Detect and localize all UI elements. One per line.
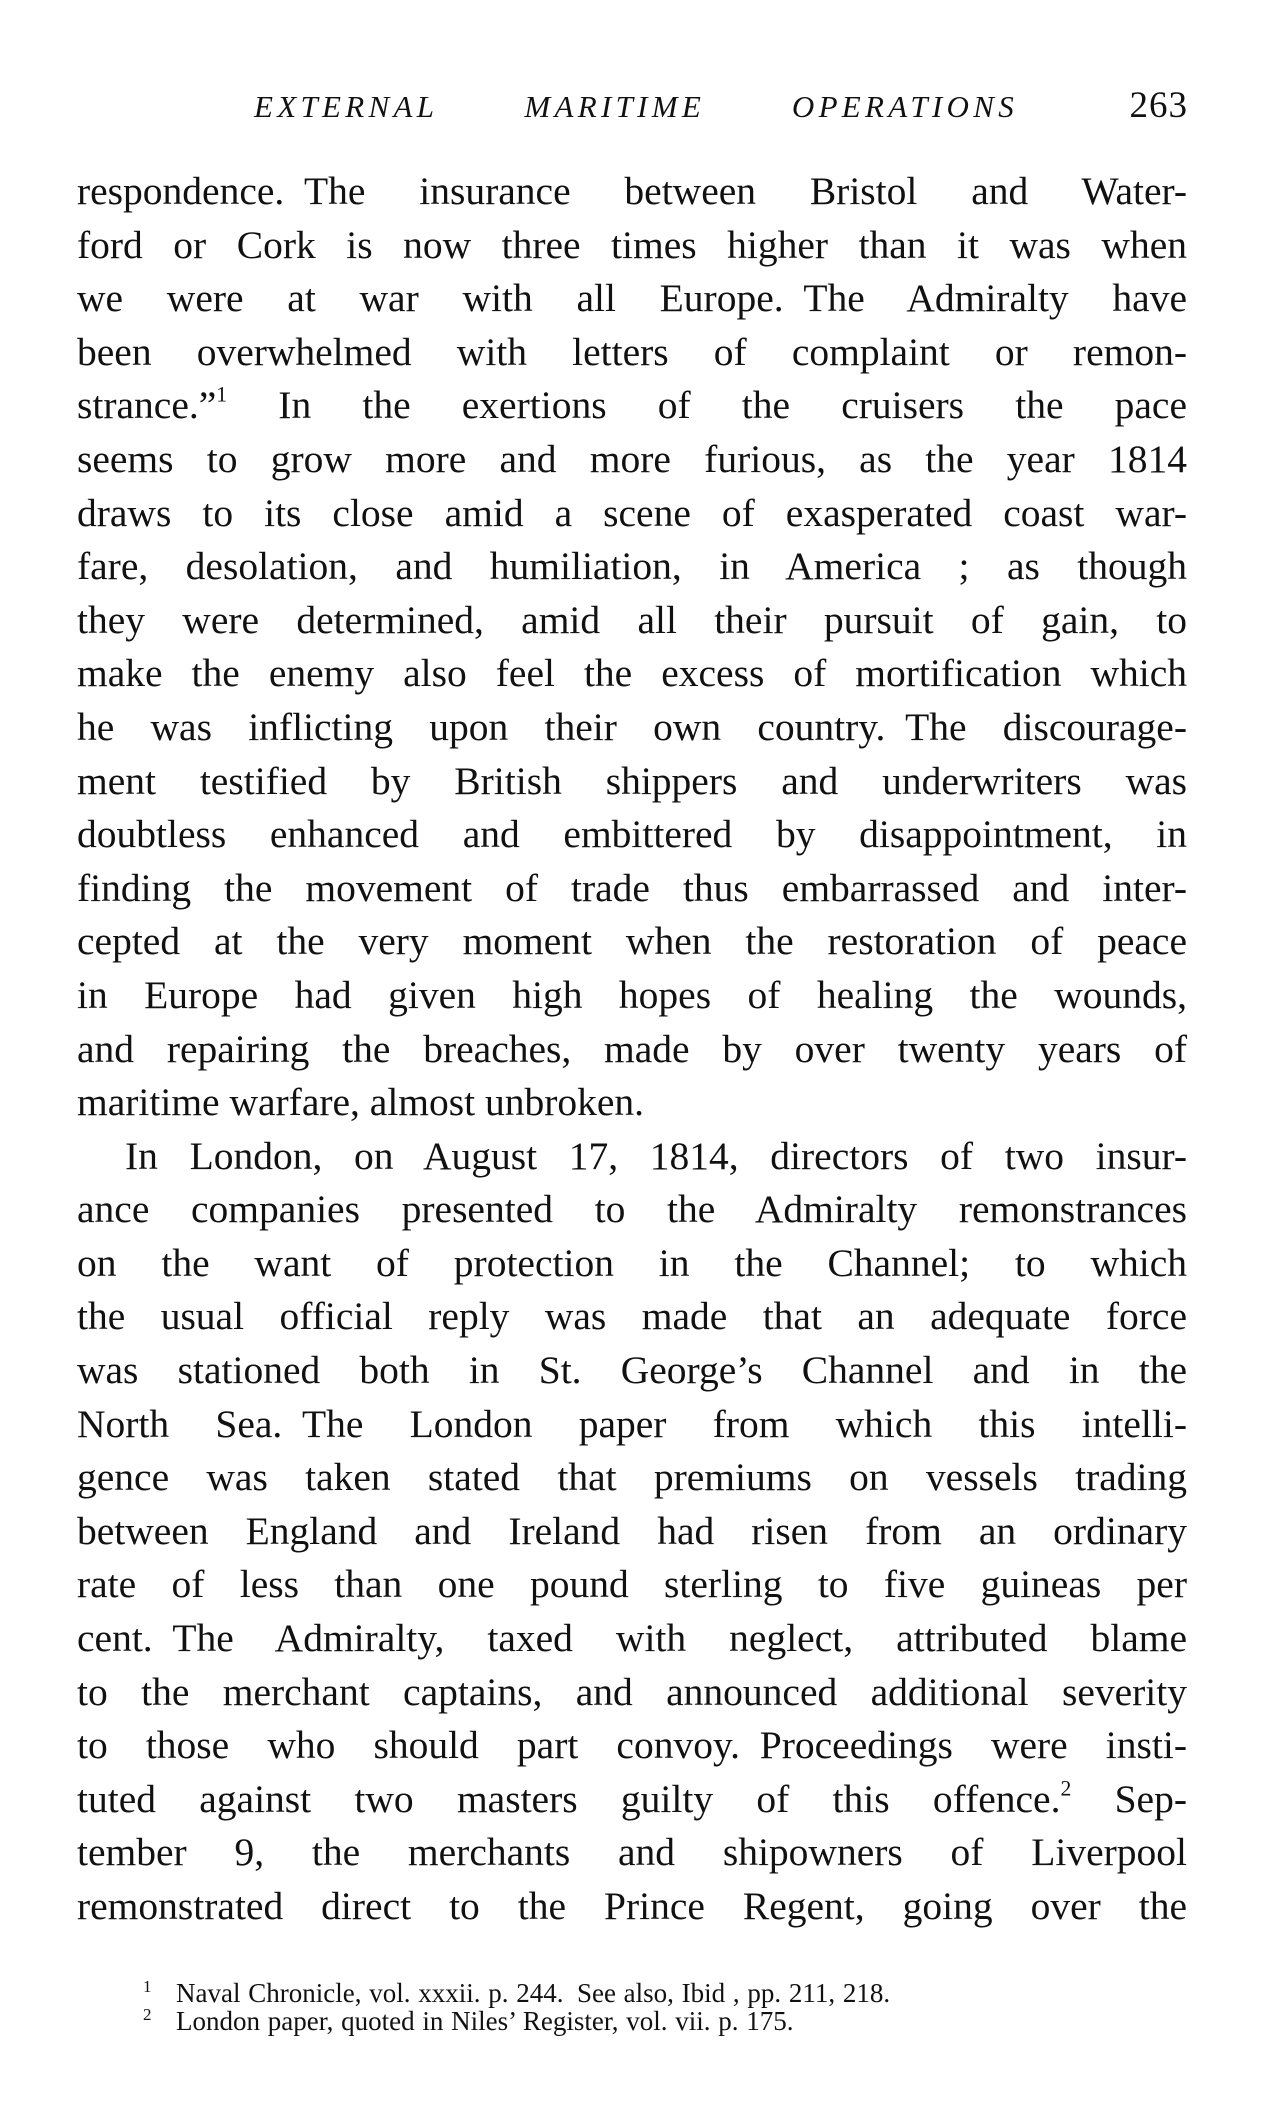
line-text: North Sea. The London paper from which this intelli- xyxy=(77,1401,1187,1446)
text-line xyxy=(77,1826,1187,1880)
line-text: we were at war with all Europe. The Admiralty have xyxy=(77,276,1187,321)
text-line xyxy=(77,1451,1187,1505)
line-text: in Europe had given high hopes of healing the wounds, xyxy=(77,972,1187,1017)
text-line xyxy=(77,540,1187,594)
footnote-1: 1 Naval Chronicle, vol. xxxii. p. 244. See also, Ibid , pp. 211, 218. xyxy=(143,1977,891,2008)
text-line xyxy=(77,1237,1187,1291)
text-line xyxy=(77,433,1187,487)
line-text: was stationed both in St. George’s Channel and in the xyxy=(77,1348,1187,1393)
text-line xyxy=(77,1719,1187,1773)
text-line xyxy=(77,701,1187,755)
line-text: the usual official reply was made that an adequate force xyxy=(77,1294,1187,1339)
line-text: and repairing the breaches, made by over twenty years of xyxy=(77,1026,1187,1071)
line-text: make the enemy also feel the excess of mortification which xyxy=(77,651,1187,696)
line-text: he was inflicting upon their own country. The discourage- xyxy=(77,704,1187,749)
text-line xyxy=(77,969,1187,1023)
line-text: doubtless enhanced and embittered by disappointment, in xyxy=(77,812,1187,857)
line-text: ance companies presented to the Admiralty remonstrances xyxy=(77,1187,1187,1232)
footnote-reference-1[interactable]: 1 xyxy=(216,383,228,408)
line-text: ment testified by British shippers and underwriters was xyxy=(77,758,1187,803)
line-text: rate of less than one pound sterling to five guineas per xyxy=(77,1562,1187,1607)
text-line xyxy=(77,272,1187,326)
text-line xyxy=(77,1076,1187,1130)
line-text: ford or Cork is now three times higher than it was when xyxy=(77,222,1187,267)
line-text: draws to its close amid a scene of exasperated coast war- xyxy=(77,490,1187,535)
text-line xyxy=(77,1505,1187,1559)
footnote-2: 2 London paper, quoted in Niles’ Register, vol. vii. p. 175. xyxy=(143,2004,794,2036)
text-line xyxy=(77,1612,1187,1666)
line-text: seems to grow more and more furious, as the year 1814 xyxy=(77,436,1187,481)
text-line xyxy=(77,487,1187,541)
footnote-text: London paper, quoted in Niles’ Register, vol. vii. p. 175. xyxy=(176,2005,794,2036)
text-line xyxy=(77,1558,1187,1612)
text-line xyxy=(77,647,1187,701)
line-text: on the want of protection in the Channel; to which xyxy=(77,1240,1187,1285)
text-line xyxy=(77,862,1187,916)
text-line xyxy=(77,1130,1187,1184)
running-title: EXTERNAL MARITIME OPERATIONS xyxy=(254,89,1018,124)
line-text: fare, desolation, and humiliation, in America ; as though xyxy=(77,544,1187,589)
text-line xyxy=(77,1666,1187,1720)
body-text xyxy=(77,165,1187,1934)
text-line xyxy=(77,1398,1187,1452)
text-line xyxy=(77,808,1187,862)
line-text: strance.” xyxy=(77,383,217,428)
line-text: respondence. The insurance between Bristol and Water- xyxy=(77,169,1187,213)
text-line xyxy=(77,915,1187,969)
running-head xyxy=(0,85,1270,128)
footnote-text: Naval Chronicle, vol. xxxii. p. 244. See also, Ibid , pp. 211, 218. xyxy=(176,1978,891,2008)
text-line xyxy=(77,165,1187,219)
footnotes xyxy=(143,1977,1143,2036)
line-text: remonstrated direct to the Prince Regent, going over the xyxy=(77,1884,1187,1928)
text-line xyxy=(77,594,1187,648)
text-line xyxy=(77,1023,1187,1077)
text-line xyxy=(77,326,1187,380)
line-text: cent. The Admiralty, taxed with neglect, attributed blame xyxy=(77,1616,1187,1661)
line-text: gence was taken stated that premiums on vessels trading xyxy=(77,1455,1187,1500)
line-text: Sep- xyxy=(1071,1776,1187,1821)
text-line xyxy=(77,755,1187,809)
text-line xyxy=(77,379,1187,433)
line-text: tember 9, the merchants and shipowners of Liverpool xyxy=(77,1830,1187,1875)
text-line xyxy=(77,1773,1187,1827)
line-text: In the exertions of the cruisers the pace xyxy=(227,383,1187,428)
text-line xyxy=(77,1290,1187,1344)
line-text: maritime warfare, almost unbroken. xyxy=(77,1080,645,1125)
text-line xyxy=(77,1344,1187,1398)
line-text: between England and Ireland had risen from an ordinary xyxy=(77,1508,1187,1553)
line-text: finding the movement of trade thus embarrassed and inter- xyxy=(77,865,1187,910)
line-text: to those who should part convoy. Proceedings were insti- xyxy=(77,1723,1187,1768)
line-text: to the merchant captains, and announced additional severity xyxy=(77,1669,1187,1714)
text-line xyxy=(77,1880,1187,1934)
line-text: tuted against two masters guilty of this offence. xyxy=(77,1776,1061,1821)
line-text: they were determined, amid all their pursuit of gain, to xyxy=(77,597,1187,642)
line-text: been overwhelmed with letters of complaint or remon- xyxy=(77,329,1187,374)
line-text: In London, on August 17, 1814, directors of two insur- xyxy=(125,1133,1187,1178)
text-line xyxy=(77,219,1187,273)
text-line xyxy=(77,1183,1187,1237)
page-number: 263 xyxy=(1129,85,1188,126)
line-text: cepted at the very moment when the restoration of peace xyxy=(77,919,1187,964)
footnote-reference-2[interactable]: 2 xyxy=(1060,1776,1072,1801)
